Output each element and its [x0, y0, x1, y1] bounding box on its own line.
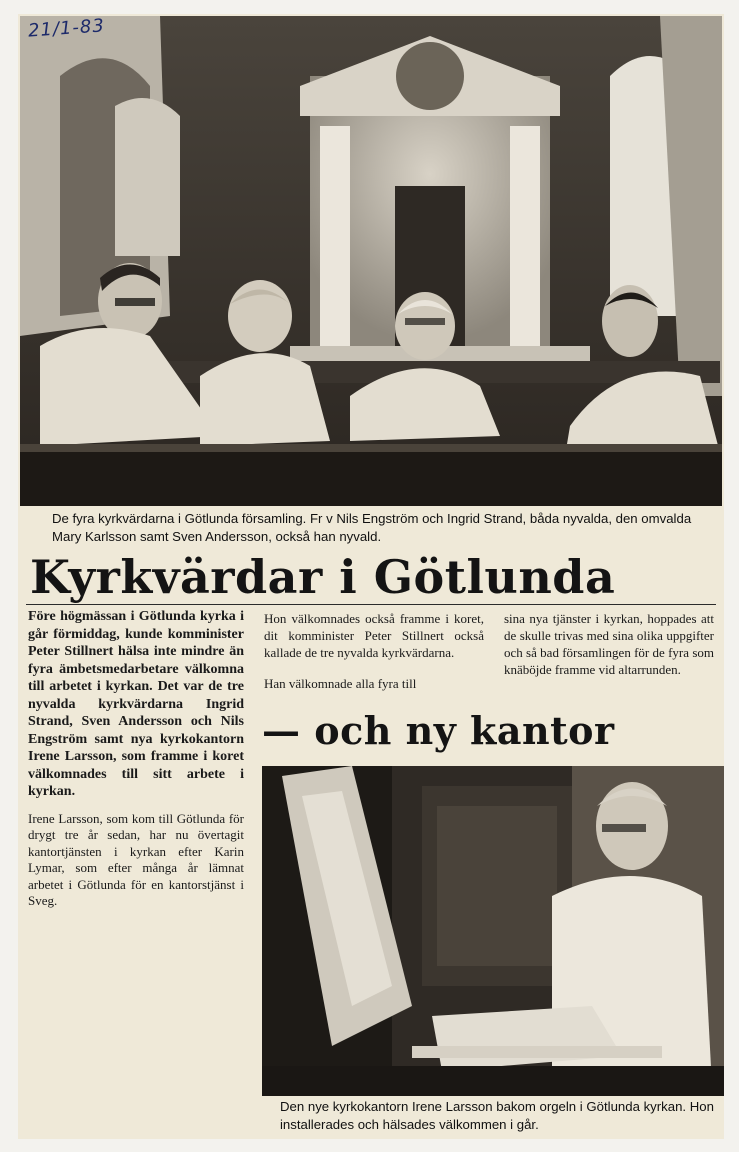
article-column-1 — [28, 608, 244, 920]
article-column-2 — [264, 610, 484, 706]
churchwardens-photo — [20, 16, 722, 506]
article-paragraph: Hon välkomnades också framme i koret, dit komminister Peter Stillnert också kallade de tre nyvalda kyrkvärdarna. — [264, 611, 484, 660]
headline-rule — [26, 604, 716, 605]
bottom-photo-caption: Den nye kyrkokantorn Irene Larsson bakom orgeln i Götlunda kyrkan. Hon installerades och hälsades välkommen i går. — [280, 1099, 714, 1132]
article-lead: Före högmässan i Götlunda kyrka i går förmiddag, kunde komminister Peter Stillnert hälsa inte mindre än fyra ämbetsmedarbetare välkomna till arbetet i kyrkan. Det var de tre nyvalda kyrkvärdarna Ingrid Strand, Sven Andersson och Nils Engström samt nya kyrkokantorn Irene Larsson, som framme i koret välkomnades till sitt arbete i kyrkan. — [28, 609, 244, 799]
headline: Kyrkvärdar i Götlunda — [30, 550, 616, 604]
handwritten-date: 21/1-83 — [27, 15, 106, 42]
organist-photo — [262, 766, 724, 1096]
top-photo-caption: De fyra kyrkvärdarna i Götlunda församling. Fr v Nils Engström och Ingrid Strand, båda nyvalda, den omvalda Mary Karlsson samt Sven Andersson, också han nyvald. — [52, 511, 692, 544]
article-column-3 — [504, 610, 714, 692]
subheadline: — och ny kantor — [262, 708, 615, 753]
article-paragraph: Han välkomnade alla fyra till — [264, 676, 417, 691]
article-paragraph: sina nya tjänster i kyrkan, hoppades att de skulle trivas med sina olika uppgifter och så bad församlingen för de fyra som knäböjde framme vid altarrunden. — [504, 611, 714, 677]
article-body-paragraph: Irene Larsson, som kom till Götlunda för drygt tre år sedan, har nu övertagit kantortjänsten i kyrkan efter Karin Lymar, som efter många år lämnat arbetet i Götlunda för en kantorstjänst i Sveg. — [28, 810, 244, 908]
